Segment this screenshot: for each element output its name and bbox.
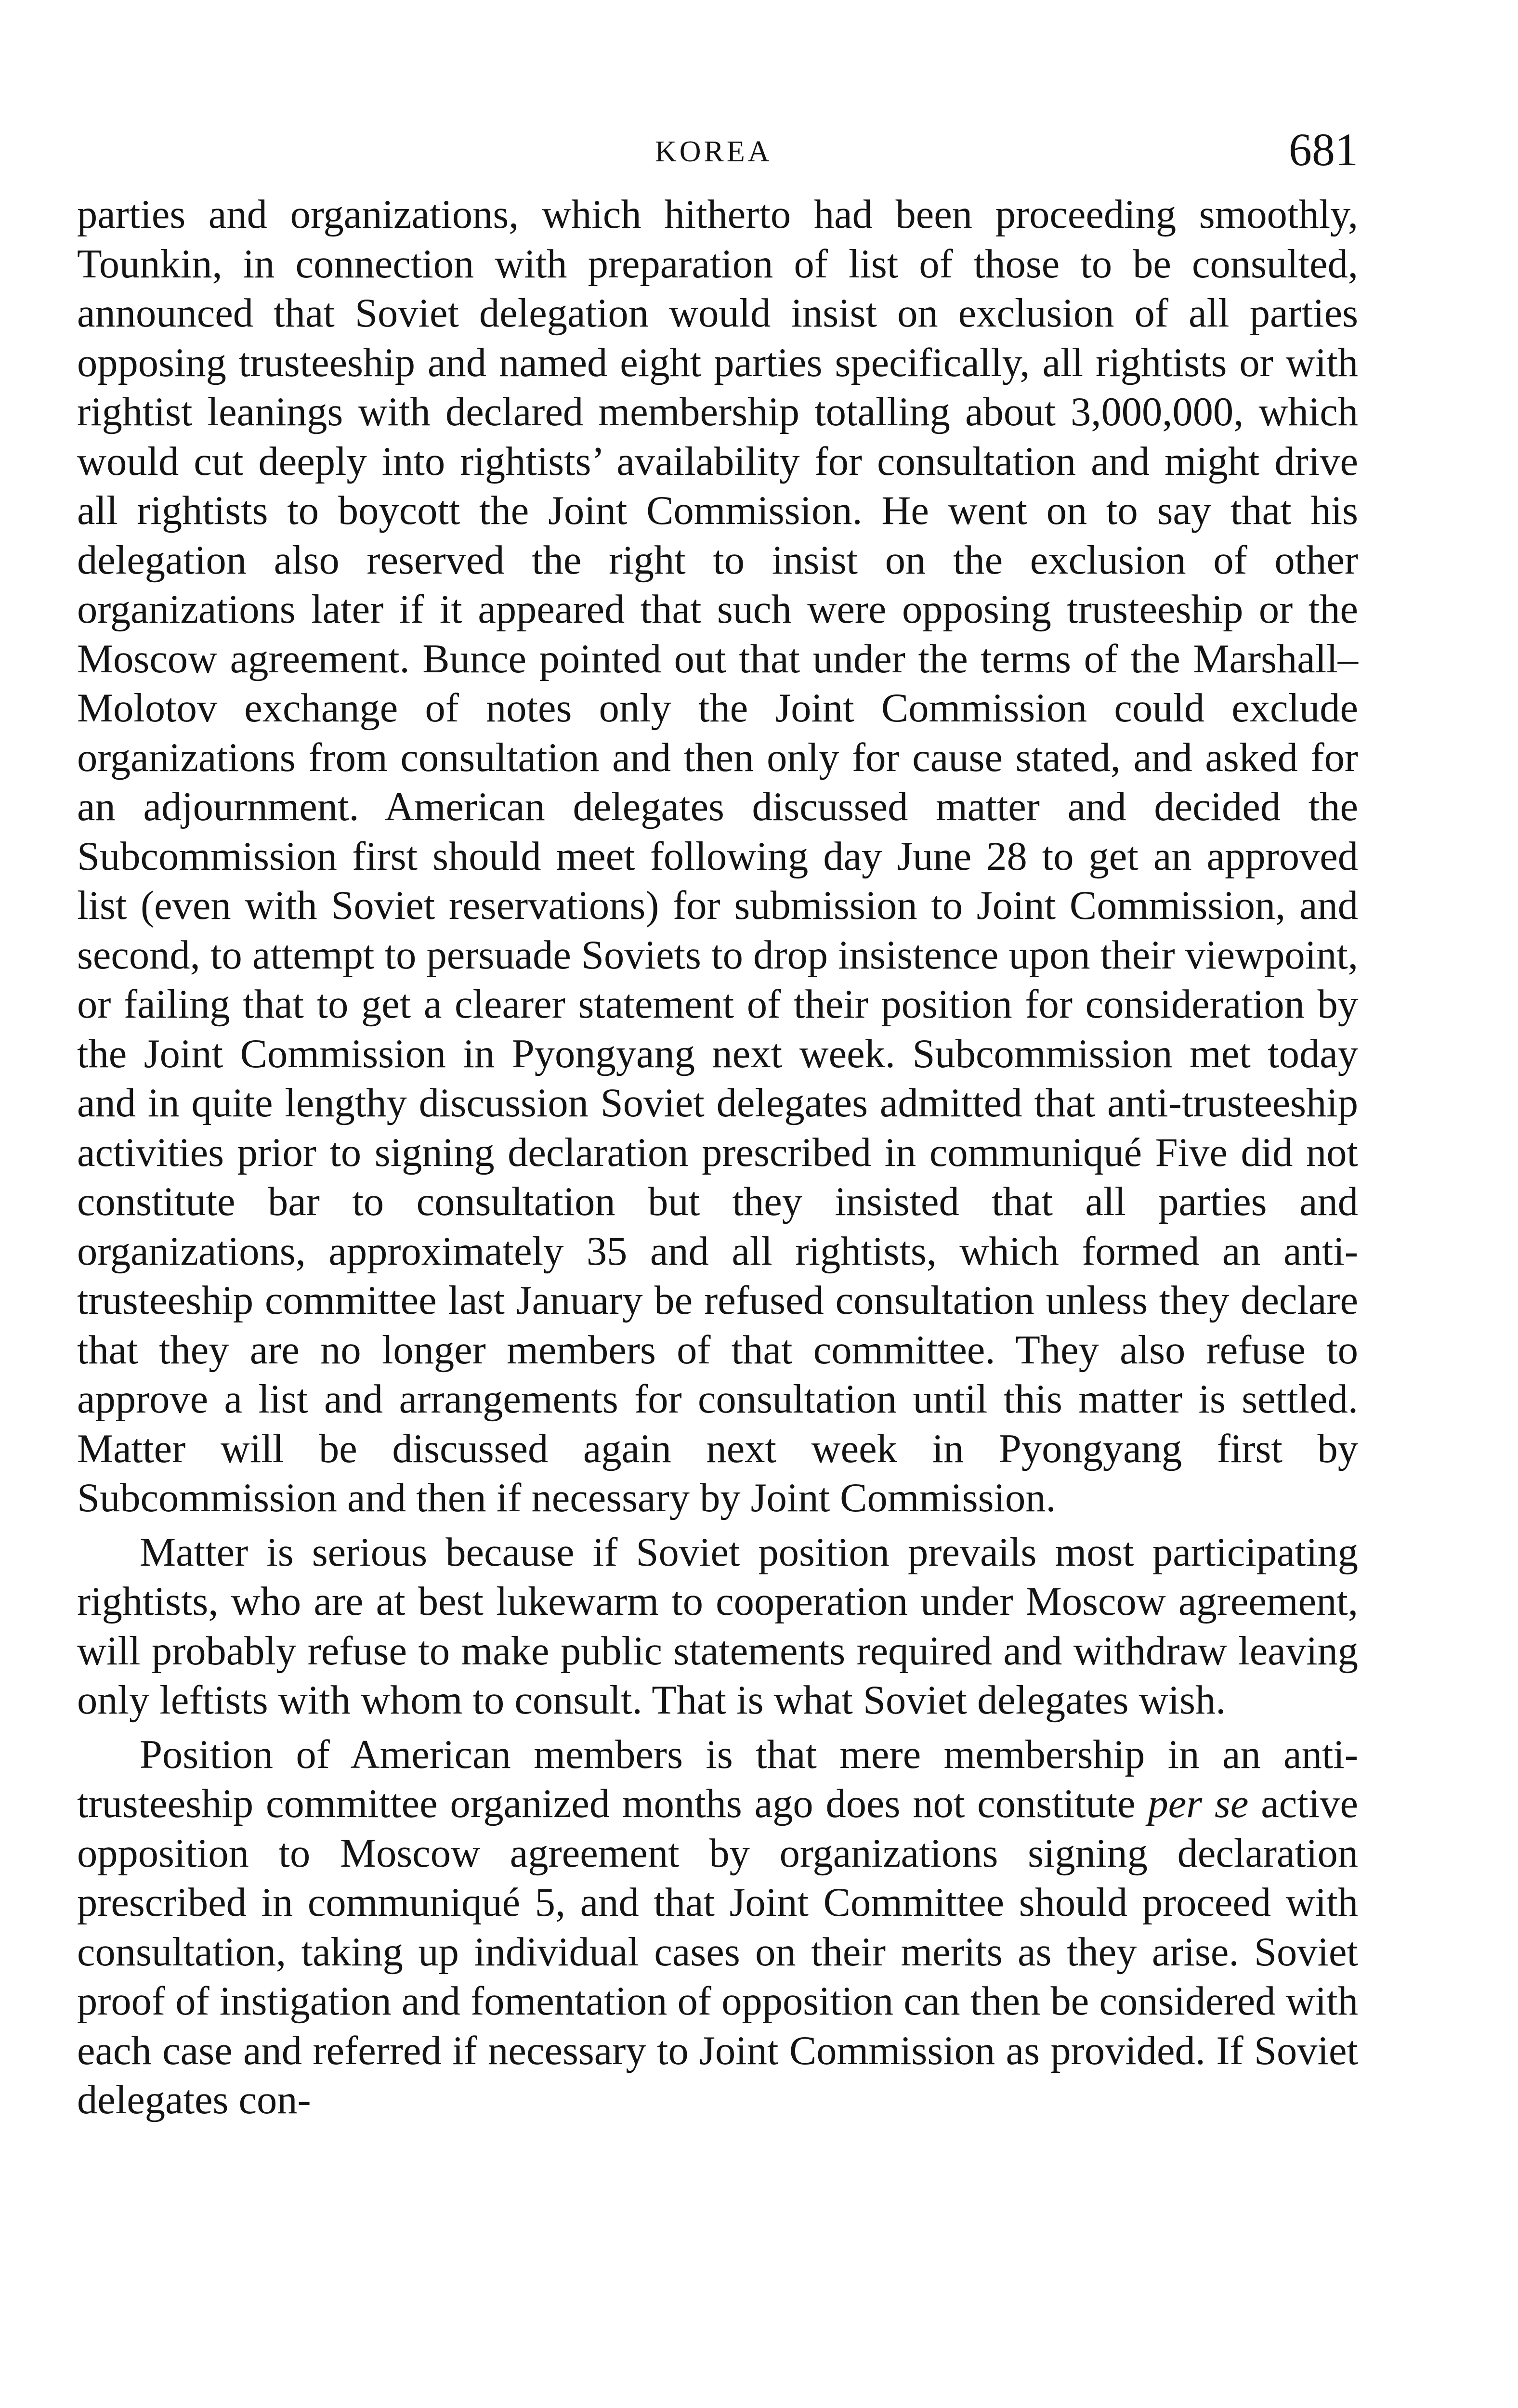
- italic-phrase: per se: [1148, 1781, 1249, 1826]
- paragraph-3: [77, 1730, 1358, 2125]
- body-text: [77, 190, 1358, 2125]
- page-number: 681: [1289, 124, 1358, 175]
- paragraph-1-text: parties and organizations, which hitherto had been proceeding smoothly, Tounkin, in connection with preparation of list of those to be consulted, announced that Soviet delegation would insist on exclusion of all parties opposing trusteeship and named eight parties specifically, all rightists or with rightist leanings with declared membership totalling about 3,000,000, which would cut deeply into rightists’ availability for consultation and might drive all rightists to boycott the Joint Commission. He went on to say that his delegation also reserved the right to insist on the exclusion of other organizations later if it appeared that such were opposing trusteeship or the Moscow agreement. Bunce pointed out that under the terms of the Marshall–Molotov exchange of notes only the Joint Commission could exclude organizations from consultation and then only for cause stated, and asked for an adjournment. American delegates discussed matter and decided the Subcommission first should meet following day June 28 to get an approved list (even with Soviet reservations) for submission to Joint Commission, and second, to attempt to persuade Soviets to drop insistence upon their viewpoint, or failing that to get a clearer statement of their position for consideration by the Joint Commission in Pyongyang next week. Subcommission met today and in quite lengthy discussion Soviet delegates admitted that anti-trusteeship activities prior to signing declaration prescribed in communiqué Five did not constitute bar to consultation but they insisted that all parties and organizations, approximately 35 and all rightists, which formed an anti-trusteeship committee last January be refused consultation unless they declare that they are no longer members of that committee. They also refuse to approve a list and arrangements for consultation until this matter is settled. Matter will be discussed again next week in Pyongyang first by Subcommission and then if necessary by Joint Commission.: [77, 192, 1358, 1520]
- page-header: [77, 123, 1358, 176]
- paragraph-2-text: Matter is serious because if Soviet position prevails most participating rightists, who are at best lukewarm to cooperation under Moscow agreement, will probably refuse to make public statements required and withdraw leaving only leftists with whom to consult. That is what Soviet delegates wish.: [77, 1530, 1358, 1723]
- paragraph-1: [77, 190, 1358, 1523]
- paragraph-3-text-start: Position of American members is that mere membership in an anti-trusteeship committee organized months ago does not constitute: [77, 1732, 1358, 1826]
- paragraph-3-text-end: active opposition to Moscow agreement by organizations signing declaration prescribed in communiqué 5, and that Joint Committee should proceed with consultation, taking up individual cases on their merits as they arise. Soviet proof of instigation and fomentation of opposition can then be considered with each case and referred if necessary to Joint Commission as provided. If Soviet delegates con-: [77, 1781, 1358, 2122]
- paragraph-2: [77, 1528, 1358, 1726]
- running-head: KOREA: [655, 135, 772, 168]
